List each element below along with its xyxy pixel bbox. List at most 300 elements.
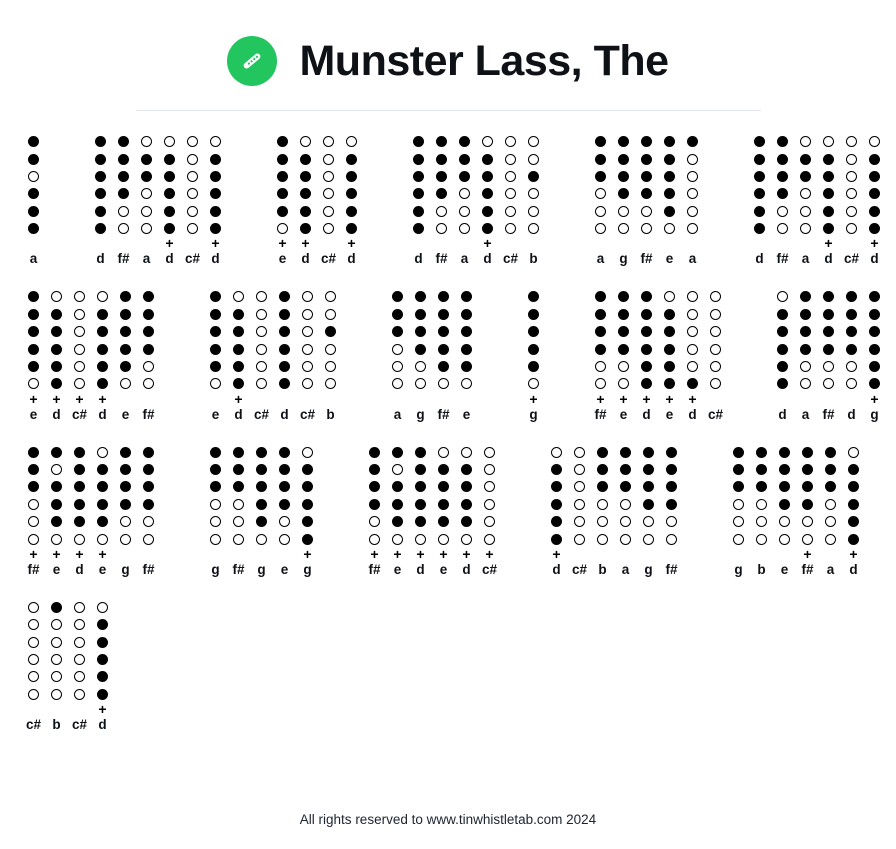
hole-closed-icon bbox=[143, 499, 154, 510]
hole-closed-icon bbox=[825, 481, 836, 492]
hole-closed-icon bbox=[641, 154, 652, 165]
hole-closed-icon bbox=[279, 361, 290, 372]
hole-closed-icon bbox=[869, 171, 880, 182]
hole-closed-icon bbox=[210, 154, 221, 165]
note-label-row bbox=[204, 562, 319, 577]
hole-closed-icon bbox=[777, 378, 788, 389]
octave-mark-row bbox=[386, 393, 478, 406]
hole-closed-icon bbox=[118, 154, 129, 165]
hole-closed-icon bbox=[28, 136, 39, 147]
hole-open-icon bbox=[74, 671, 85, 682]
footer-copyright: All rights reserved to www.tinwhistletab.com 2024 bbox=[299, 812, 597, 827]
hole-closed-icon bbox=[28, 464, 39, 475]
fingering-grid bbox=[22, 288, 160, 392]
hole-closed-icon bbox=[233, 326, 244, 337]
octave-mark: + bbox=[665, 390, 674, 407]
hole-closed-icon bbox=[28, 154, 39, 165]
hole-open-icon bbox=[618, 378, 629, 389]
hole-closed-icon bbox=[438, 481, 449, 492]
page-header bbox=[0, 0, 896, 86]
hole-open-icon bbox=[846, 361, 857, 372]
hole-open-icon bbox=[256, 309, 267, 320]
fingering-column bbox=[319, 288, 342, 392]
octave-mark-row bbox=[589, 237, 704, 250]
hole-closed-icon bbox=[143, 481, 154, 492]
hole-open-icon bbox=[641, 206, 652, 217]
note-label: c# bbox=[571, 561, 588, 577]
fingering-column bbox=[89, 133, 112, 237]
hole-closed-icon bbox=[415, 447, 426, 458]
fingering-column bbox=[296, 444, 319, 548]
hole-closed-icon bbox=[141, 154, 152, 165]
note-label: d bbox=[870, 251, 879, 267]
note-label: f# bbox=[594, 406, 607, 422]
hole-open-icon bbox=[800, 361, 811, 372]
hole-closed-icon bbox=[97, 481, 108, 492]
hole-closed-icon bbox=[413, 171, 424, 182]
hole-closed-icon bbox=[754, 154, 765, 165]
hole-closed-icon bbox=[664, 309, 675, 320]
hole-closed-icon bbox=[120, 481, 131, 492]
hole-closed-icon bbox=[528, 171, 539, 182]
fingering-column bbox=[658, 288, 681, 392]
octave-mark bbox=[181, 237, 204, 250]
fingering-column bbox=[250, 288, 273, 392]
hole-open-icon bbox=[438, 378, 449, 389]
fingering-column bbox=[750, 444, 773, 548]
hole-closed-icon bbox=[825, 464, 836, 475]
octave-mark: + bbox=[278, 235, 287, 252]
fingering-column bbox=[296, 288, 319, 392]
octave-mark-row bbox=[545, 545, 683, 562]
tab-sheet bbox=[0, 111, 896, 732]
hole-closed-icon bbox=[733, 447, 744, 458]
octave-mark: + bbox=[803, 545, 812, 562]
hole-closed-icon bbox=[392, 516, 403, 527]
hole-closed-icon bbox=[461, 344, 472, 355]
hole-closed-icon bbox=[869, 309, 880, 320]
octave-mark-row bbox=[407, 237, 545, 250]
hole-closed-icon bbox=[210, 447, 221, 458]
hole-closed-icon bbox=[641, 309, 652, 320]
hole-closed-icon bbox=[74, 447, 85, 458]
hole-closed-icon bbox=[823, 309, 834, 320]
hole-open-icon bbox=[528, 154, 539, 165]
fingering-column bbox=[158, 133, 181, 237]
hole-open-icon bbox=[574, 447, 585, 458]
hole-closed-icon bbox=[754, 171, 765, 182]
hole-closed-icon bbox=[302, 534, 313, 545]
hole-closed-icon bbox=[346, 171, 357, 182]
hole-closed-icon bbox=[210, 481, 221, 492]
hole-closed-icon bbox=[641, 326, 652, 337]
hole-open-icon bbox=[323, 136, 334, 147]
hole-closed-icon bbox=[210, 344, 221, 355]
fingering-column bbox=[499, 133, 522, 237]
note-label: g bbox=[303, 561, 312, 577]
octave-mark bbox=[386, 393, 409, 406]
hole-closed-icon bbox=[277, 206, 288, 217]
octave-mark: + bbox=[29, 545, 38, 562]
hole-open-icon bbox=[51, 291, 62, 302]
fingering-column bbox=[591, 444, 614, 548]
tab-measure bbox=[204, 288, 342, 421]
hole-closed-icon bbox=[233, 481, 244, 492]
hole-closed-icon bbox=[392, 481, 403, 492]
fingering-column bbox=[545, 444, 568, 548]
hole-closed-icon bbox=[300, 206, 311, 217]
hole-closed-icon bbox=[848, 481, 859, 492]
hole-closed-icon bbox=[436, 171, 447, 182]
hole-closed-icon bbox=[641, 171, 652, 182]
fingering-grid bbox=[522, 288, 545, 392]
hole-open-icon bbox=[846, 206, 857, 217]
hole-closed-icon bbox=[643, 447, 654, 458]
hole-closed-icon bbox=[233, 378, 244, 389]
hole-closed-icon bbox=[459, 136, 470, 147]
hole-closed-icon bbox=[618, 291, 629, 302]
note-label: f# bbox=[435, 251, 448, 267]
hole-closed-icon bbox=[664, 136, 675, 147]
hole-open-icon bbox=[256, 291, 267, 302]
hole-open-icon bbox=[484, 447, 495, 458]
note-label: e bbox=[439, 561, 448, 577]
hole-closed-icon bbox=[777, 154, 788, 165]
tab-measure bbox=[89, 133, 227, 266]
hole-open-icon bbox=[846, 188, 857, 199]
hole-closed-icon bbox=[438, 361, 449, 372]
hole-closed-icon bbox=[438, 291, 449, 302]
note-label: d bbox=[849, 561, 858, 577]
hole-open-icon bbox=[505, 171, 516, 182]
hole-closed-icon bbox=[846, 344, 857, 355]
hole-closed-icon bbox=[869, 188, 880, 199]
note-label-row bbox=[22, 717, 114, 732]
octave-mark-row bbox=[89, 237, 227, 250]
hole-closed-icon bbox=[143, 447, 154, 458]
hole-closed-icon bbox=[461, 464, 472, 475]
hole-closed-icon bbox=[641, 291, 652, 302]
hole-closed-icon bbox=[118, 136, 129, 147]
hole-closed-icon bbox=[438, 516, 449, 527]
octave-mark: + bbox=[483, 235, 492, 252]
fingering-column bbox=[204, 444, 227, 548]
hole-closed-icon bbox=[618, 309, 629, 320]
hole-closed-icon bbox=[51, 309, 62, 320]
hole-closed-icon bbox=[823, 154, 834, 165]
hole-closed-icon bbox=[74, 464, 85, 475]
hole-open-icon bbox=[756, 499, 767, 510]
note-label: g bbox=[416, 406, 425, 422]
fingering-column bbox=[817, 133, 840, 237]
hole-closed-icon bbox=[597, 481, 608, 492]
tab-measure bbox=[22, 133, 45, 266]
hole-closed-icon bbox=[120, 344, 131, 355]
octave-mark bbox=[89, 237, 112, 250]
hole-closed-icon bbox=[618, 154, 629, 165]
hole-closed-icon bbox=[482, 223, 493, 234]
hole-closed-icon bbox=[754, 206, 765, 217]
fingering-grid bbox=[727, 444, 865, 548]
hole-closed-icon bbox=[777, 171, 788, 182]
hole-open-icon bbox=[595, 188, 606, 199]
hole-closed-icon bbox=[823, 291, 834, 302]
page-title: Munster Lass, The bbox=[299, 36, 669, 85]
note-label: e bbox=[665, 251, 674, 267]
hole-closed-icon bbox=[233, 464, 244, 475]
fingering-grid bbox=[271, 133, 363, 237]
octave-mark: + bbox=[870, 235, 879, 252]
hole-closed-icon bbox=[461, 516, 472, 527]
tab-measure bbox=[22, 288, 160, 421]
octave-mark bbox=[45, 703, 68, 716]
hole-closed-icon bbox=[415, 516, 426, 527]
hole-closed-icon bbox=[620, 464, 631, 475]
hole-closed-icon bbox=[869, 154, 880, 165]
hole-closed-icon bbox=[97, 671, 108, 682]
hole-closed-icon bbox=[143, 344, 154, 355]
note-label: f# bbox=[665, 561, 678, 577]
hole-open-icon bbox=[620, 499, 631, 510]
hole-closed-icon bbox=[756, 464, 767, 475]
note-label: b bbox=[326, 406, 335, 422]
note-label: f# bbox=[27, 561, 40, 577]
hole-closed-icon bbox=[210, 464, 221, 475]
fingering-column bbox=[340, 133, 363, 237]
note-label-row bbox=[545, 562, 683, 577]
hole-closed-icon bbox=[641, 344, 652, 355]
hole-closed-icon bbox=[97, 637, 108, 648]
fingering-column bbox=[204, 133, 227, 237]
hole-open-icon bbox=[779, 534, 790, 545]
note-label: d bbox=[347, 251, 356, 267]
octave-mark bbox=[794, 237, 817, 250]
fingering-grid bbox=[589, 133, 704, 237]
hole-closed-icon bbox=[415, 464, 426, 475]
fingering-column bbox=[842, 444, 865, 548]
hole-closed-icon bbox=[666, 447, 677, 458]
fingering-column bbox=[204, 288, 227, 392]
hole-closed-icon bbox=[279, 326, 290, 337]
hole-closed-icon bbox=[164, 206, 175, 217]
octave-mark-row bbox=[271, 237, 363, 250]
octave-mark bbox=[727, 548, 750, 561]
hole-open-icon bbox=[51, 671, 62, 682]
hole-open-icon bbox=[777, 206, 788, 217]
hole-open-icon bbox=[74, 637, 85, 648]
hole-open-icon bbox=[187, 223, 198, 234]
hole-closed-icon bbox=[51, 361, 62, 372]
note-label: f# bbox=[822, 406, 835, 422]
octave-mark bbox=[840, 393, 863, 406]
fingering-column bbox=[409, 288, 432, 392]
hole-closed-icon bbox=[777, 136, 788, 147]
note-label: e bbox=[780, 561, 789, 577]
note-label: a bbox=[393, 406, 402, 422]
fingering-column bbox=[658, 133, 681, 237]
fingering-column bbox=[22, 133, 45, 237]
hole-closed-icon bbox=[97, 464, 108, 475]
hole-open-icon bbox=[210, 499, 221, 510]
octave-mark bbox=[407, 237, 430, 250]
hole-open-icon bbox=[210, 534, 221, 545]
hole-closed-icon bbox=[618, 326, 629, 337]
hole-closed-icon bbox=[869, 378, 880, 389]
hole-closed-icon bbox=[97, 689, 108, 700]
hole-closed-icon bbox=[687, 378, 698, 389]
hole-closed-icon bbox=[95, 206, 106, 217]
hole-closed-icon bbox=[256, 481, 267, 492]
hole-closed-icon bbox=[664, 344, 675, 355]
hole-open-icon bbox=[595, 223, 606, 234]
hole-open-icon bbox=[415, 361, 426, 372]
hole-closed-icon bbox=[846, 291, 857, 302]
octave-mark bbox=[637, 548, 660, 561]
hole-closed-icon bbox=[754, 188, 765, 199]
hole-closed-icon bbox=[143, 464, 154, 475]
hole-closed-icon bbox=[51, 516, 62, 527]
hole-closed-icon bbox=[279, 481, 290, 492]
hole-open-icon bbox=[28, 619, 39, 630]
octave-mark bbox=[794, 393, 817, 406]
hole-open-icon bbox=[802, 534, 813, 545]
hole-open-icon bbox=[825, 534, 836, 545]
octave-mark: + bbox=[165, 235, 174, 252]
fingering-grid bbox=[407, 133, 545, 237]
hole-open-icon bbox=[97, 534, 108, 545]
hole-closed-icon bbox=[869, 206, 880, 217]
hole-open-icon bbox=[74, 378, 85, 389]
fingering-column bbox=[45, 599, 68, 703]
hole-open-icon bbox=[574, 534, 585, 545]
hole-closed-icon bbox=[459, 154, 470, 165]
fingering-column bbox=[68, 444, 91, 548]
octave-mark bbox=[704, 393, 727, 406]
hole-open-icon bbox=[392, 378, 403, 389]
hole-closed-icon bbox=[256, 447, 267, 458]
hole-closed-icon bbox=[597, 464, 608, 475]
octave-mark: + bbox=[462, 545, 471, 562]
hole-closed-icon bbox=[415, 481, 426, 492]
octave-mark bbox=[840, 237, 863, 250]
hole-closed-icon bbox=[461, 326, 472, 337]
hole-closed-icon bbox=[97, 516, 108, 527]
note-label-row bbox=[204, 407, 342, 422]
octave-mark-row bbox=[522, 390, 545, 407]
hole-open-icon bbox=[51, 534, 62, 545]
fingering-column bbox=[796, 444, 819, 548]
fingering-column bbox=[91, 444, 114, 548]
hole-closed-icon bbox=[415, 326, 426, 337]
hole-closed-icon bbox=[754, 223, 765, 234]
hole-closed-icon bbox=[51, 447, 62, 458]
note-label: d bbox=[165, 251, 174, 267]
hole-closed-icon bbox=[413, 223, 424, 234]
octave-mark bbox=[453, 237, 476, 250]
fingering-column bbox=[637, 444, 660, 548]
note-label: d bbox=[75, 561, 84, 577]
note-label: b bbox=[598, 561, 607, 577]
hole-open-icon bbox=[846, 136, 857, 147]
hole-open-icon bbox=[141, 188, 152, 199]
hole-closed-icon bbox=[51, 602, 62, 613]
hole-closed-icon bbox=[779, 481, 790, 492]
hole-open-icon bbox=[825, 516, 836, 527]
note-label: e bbox=[121, 406, 130, 422]
hole-open-icon bbox=[574, 516, 585, 527]
hole-open-icon bbox=[687, 206, 698, 217]
hole-open-icon bbox=[323, 188, 334, 199]
fingering-column bbox=[568, 444, 591, 548]
hole-open-icon bbox=[436, 223, 447, 234]
fingering-column bbox=[614, 444, 637, 548]
octave-mark: + bbox=[98, 390, 107, 407]
hole-closed-icon bbox=[848, 499, 859, 510]
hole-closed-icon bbox=[210, 223, 221, 234]
fingering-column bbox=[114, 288, 137, 392]
fingering-column bbox=[681, 133, 704, 237]
hole-open-icon bbox=[187, 171, 198, 182]
octave-mark: + bbox=[529, 390, 538, 407]
hole-closed-icon bbox=[120, 499, 131, 510]
hole-closed-icon bbox=[664, 171, 675, 182]
hole-open-icon bbox=[551, 447, 562, 458]
hole-closed-icon bbox=[528, 344, 539, 355]
octave-mark: + bbox=[824, 235, 833, 252]
hole-closed-icon bbox=[28, 481, 39, 492]
octave-mark: + bbox=[849, 545, 858, 562]
note-label: d bbox=[96, 251, 105, 267]
octave-mark-row bbox=[204, 545, 319, 562]
hole-closed-icon bbox=[664, 154, 675, 165]
octave-mark bbox=[114, 548, 137, 561]
hole-closed-icon bbox=[302, 481, 313, 492]
hole-open-icon bbox=[710, 361, 721, 372]
fingering-column bbox=[794, 133, 817, 237]
hole-closed-icon bbox=[641, 378, 652, 389]
octave-mark bbox=[68, 703, 91, 716]
hole-closed-icon bbox=[95, 154, 106, 165]
fingering-column bbox=[476, 133, 499, 237]
fingering-column bbox=[773, 444, 796, 548]
hole-closed-icon bbox=[413, 136, 424, 147]
hole-open-icon bbox=[97, 291, 108, 302]
tab-measure bbox=[727, 444, 865, 577]
octave-mark bbox=[112, 237, 135, 250]
hole-closed-icon bbox=[595, 136, 606, 147]
octave-mark bbox=[317, 237, 340, 250]
hole-closed-icon bbox=[277, 171, 288, 182]
fingering-column bbox=[840, 133, 863, 237]
hole-open-icon bbox=[528, 378, 539, 389]
hole-closed-icon bbox=[210, 309, 221, 320]
hole-open-icon bbox=[187, 206, 198, 217]
fingering-column bbox=[635, 288, 658, 392]
hole-open-icon bbox=[302, 326, 313, 337]
hole-open-icon bbox=[74, 291, 85, 302]
hole-open-icon bbox=[528, 136, 539, 147]
note-label: c# bbox=[71, 717, 88, 732]
hole-closed-icon bbox=[210, 326, 221, 337]
octave-mark-row bbox=[22, 703, 114, 716]
octave-mark: + bbox=[29, 390, 38, 407]
hole-open-icon bbox=[574, 481, 585, 492]
hole-closed-icon bbox=[369, 464, 380, 475]
hole-open-icon bbox=[74, 602, 85, 613]
fingering-grid bbox=[22, 444, 160, 548]
hole-closed-icon bbox=[438, 464, 449, 475]
hole-closed-icon bbox=[28, 361, 39, 372]
